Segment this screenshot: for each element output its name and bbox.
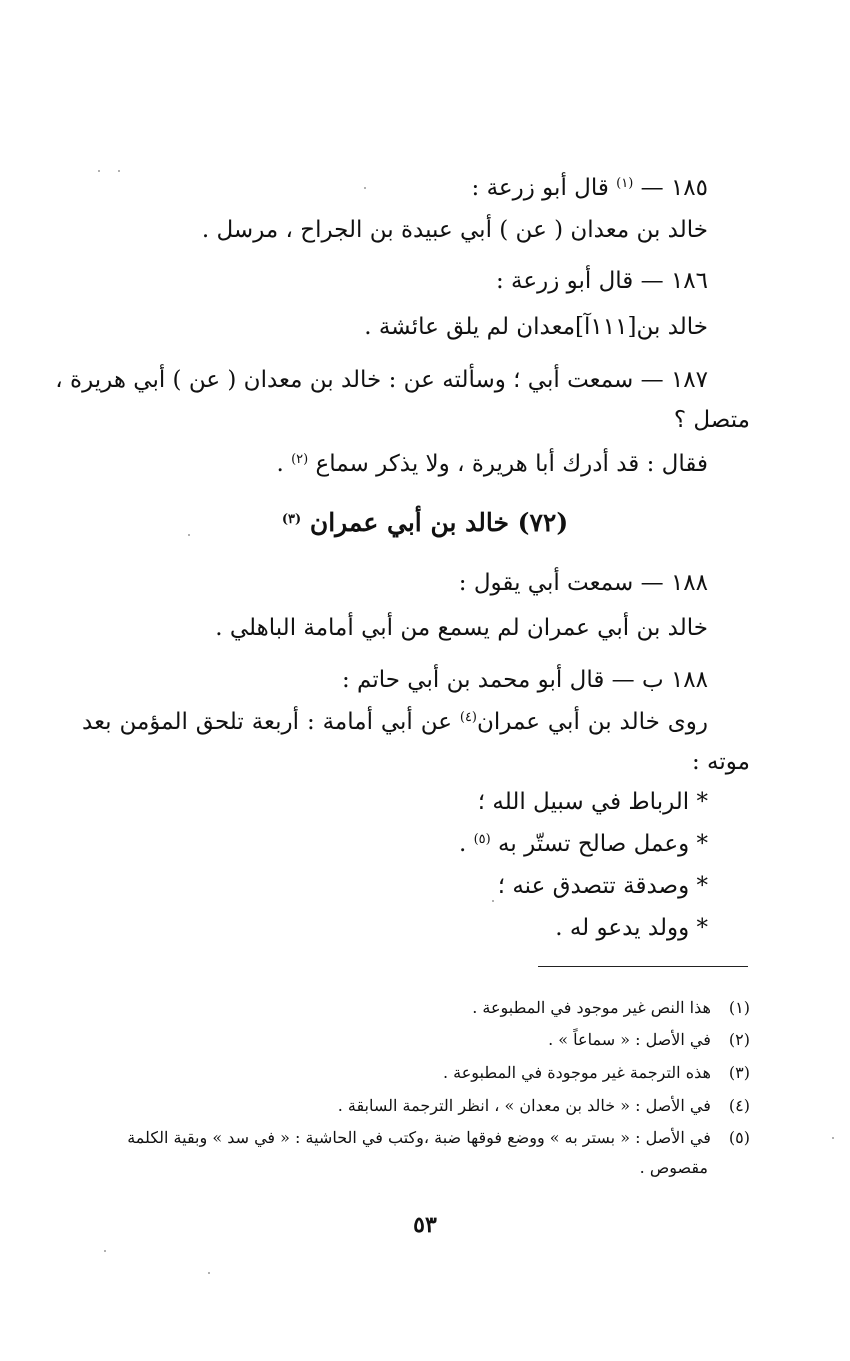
scan-speck: [188, 534, 190, 536]
footnote-3: [443, 1061, 750, 1085]
entry-187-line-3-end: .: [276, 451, 284, 477]
scan-speck: [492, 900, 494, 902]
footnote-ref-1: (١): [616, 176, 634, 191]
footnote-ref-3: (٣): [281, 512, 302, 527]
footnote-ref-2: (٢): [291, 452, 309, 467]
bullet-item: [459, 828, 708, 860]
bullet-item: * وولد يدعو له .: [555, 915, 708, 941]
footnote-text: في الأصل : « بستر به » ووضع فوقها ضبة ،وكتب في الحاشية : « في سد » وبقية الكلمة: [127, 1128, 711, 1147]
entry-188b-text-b: عن أبي أمامة : أربعة تلحق المؤمن بعد: [82, 709, 452, 735]
footnote-text: هذا النص غير موجود في المطبوعة .: [472, 998, 711, 1017]
manuscript-folio-marker: [١١١آ]: [575, 314, 637, 340]
entry-185-heading: [472, 172, 708, 204]
section-title: (٧٢) خالد بن أبي عمران: [309, 508, 569, 537]
scan-speck: [364, 187, 366, 189]
page-number: ٥٣: [413, 1212, 437, 1238]
footnote-number: (١): [728, 998, 750, 1017]
footnote-text: في الأصل : « خالد بن معدان » ، انظر الترجمة السابقة .: [337, 1096, 711, 1115]
footnote-number: (٥): [728, 1128, 750, 1147]
entry-186-heading: ١٨٦ — قال أبو زرعة :: [495, 268, 708, 294]
footnote-5: [84, 1126, 750, 1150]
scan-speck: [832, 1137, 834, 1139]
entry-185-label: قال أبو زرعة :: [471, 175, 609, 201]
footnote-divider: [538, 966, 748, 967]
entry-188b-line-3: موته :: [692, 749, 750, 775]
entry-186-text: [364, 311, 708, 343]
entry-187-line-3-text: فقال : قد أدرك أبا هريرة ، ولا يذكر سماع: [315, 451, 708, 477]
scan-speck: [118, 170, 120, 172]
entry-188b-line-2: [82, 706, 708, 738]
entry-188b-text-a: روى خالد بن أبي عمران: [477, 709, 708, 735]
bullet-item: * وصدقة تتصدق عنه ؛: [497, 873, 708, 899]
footnote-ref-4: (٤): [459, 710, 477, 725]
entry-185-number: ١٨٥ —: [640, 175, 708, 201]
footnote-text: هذه الترجمة غير موجودة في المطبوعة .: [442, 1063, 711, 1082]
bullet-item-end: .: [458, 831, 467, 857]
bullet-item: * الرباط في سبيل الله ؛: [477, 789, 708, 815]
footnote-ref-5: (٥): [473, 832, 491, 847]
footnote-5-continuation: مقصوص .: [639, 1158, 708, 1177]
entry-186-text-b: معدان لم يلق عائشة .: [364, 314, 576, 340]
footnote-number: (٣): [728, 1063, 750, 1082]
entry-187-line-2: متصل ؟: [673, 407, 750, 433]
footnote-4: [338, 1094, 750, 1118]
scan-speck: [104, 1250, 106, 1252]
entry-186-text-a: خالد بن: [636, 314, 708, 340]
entry-188b-heading: ١٨٨ ب — قال أبو محمد بن أبي حاتم :: [342, 667, 708, 693]
entry-185-text: خالد بن معدان ( عن ) أبي عبيدة بن الجراح ، مرسل .: [201, 217, 708, 243]
footnote-number: (٢): [728, 1030, 750, 1049]
footnote-text: في الأصل : « سماعاً » .: [548, 1030, 711, 1049]
bullet-item-text: * وعمل صالح تستّر به: [498, 831, 708, 857]
section-heading: [200, 506, 650, 540]
entry-187-line-3: [276, 448, 708, 480]
entry-188-text: خالد بن أبي عمران لم يسمع من أبي أمامة الباهلي .: [215, 615, 708, 641]
footnote-number: (٤): [728, 1096, 750, 1115]
scan-speck: [208, 1272, 210, 1274]
scan-speck: [98, 170, 100, 172]
entry-187-line-1: ١٨٧ — سمعت أبي ؛ وسألته عن : خالد بن معدان ( عن ) أبي هريرة ،: [55, 367, 708, 393]
entry-188-heading: ١٨٨ — سمعت أبي يقول :: [458, 570, 708, 596]
footnote-1: [472, 996, 750, 1020]
footnote-2: [548, 1028, 750, 1052]
